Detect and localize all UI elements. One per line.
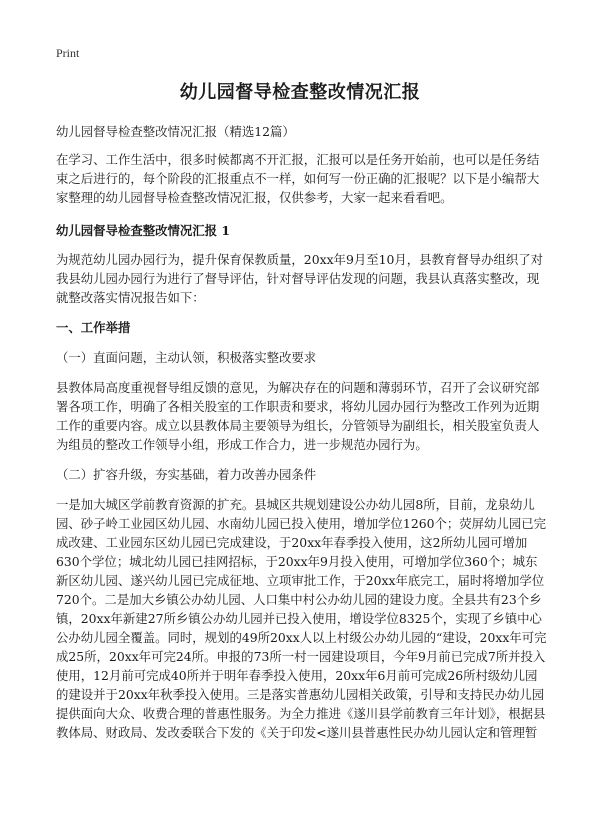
document-title: 幼儿园督导检查整改情况汇报: [179, 82, 421, 103]
print-label: Print: [56, 46, 80, 60]
subsection-paragraph-2: 一是加大城区学前教育资源的扩充。县城区共规划建设公办幼儿园8所，目前，龙泉幼儿园、砂子岭工业园区幼儿园、水南幼儿园已投入使用，增加学位1260个；荧屏幼儿园已完成改建、工业园东区幼儿园已完成建设，于20xx年春季投入使用，这2所幼儿园可增加630个学位；城北幼儿园已挂网招标，于20xx年9月投入使用，可增加学位360个；城东新区幼儿园、遂兴幼儿园已完成征地、立项审批工作，于20xx年底完工，届时将增加学位720个。二是加大乡镇公办幼儿园、人口集中村公办幼儿园的建设力度。全县共有23个乡镇，20xx年新建27所乡镇公办幼儿园并已投入使用，增设学位8325个，实现了乡镇中心公办幼儿园全覆盖。同时，规划的49所20xx人以上村级公办幼儿园的“建设，20xx年可完成25所，20xx年可完24所。申报的73所一村一园建设项目，今年9月前已完成7所并投入使用，12月前可完成40所并于明年春季投入使用，20xx年6月前可完成26所村级幼儿园的建设并于20xx年秋季投入使用。三是落实普惠幼儿园相关政策，引导和支持民办幼儿园提供面向大众、收费合理的普惠性服务。为全力推进《遂川县学前教育三年计划》，根据县教体局、财政局、发改委联合下发的《关于印发<遂川县普惠性民办幼儿园认定和管理暂: [56, 497, 547, 740]
document-subtitle: 幼儿园督导检查整改情况汇报（精选12篇）: [56, 124, 295, 139]
subsection-paragraph-1: 县教体局高度重视督导组反馈的意见，为解决存在的问题和薄弱环节，召开了会议研究部署各项工作，明确了各相关股室的工作职责和要求，将幼儿园办园行为整改工作列为近期工作的重要内容。成立以县教体局主要领导为组长，分管领导为副组长，相关股室负责人为组员的整改工作领导小组，形成工作合力，进一步规范办园行为。: [56, 380, 540, 452]
subsection-heading-2: （二）扩容升级，夯实基础，着力改善办园条件: [56, 467, 317, 482]
intro-paragraph: 在学习、工作生活中，很多时候都离不开汇报，汇报可以是任务开始前，也可以是任务结束之后进行的，每个阶段的汇报重点不一样，如何写一份正确的汇报呢？以下是小编帮大家整理的幼儿园督导检查整改情况汇报，仅供参考，大家一起来看看吧。: [56, 152, 540, 205]
document-body: [56, 122, 548, 753]
section-heading: 幼儿园督导检查整改情况汇报 1: [56, 223, 231, 238]
section-intro-paragraph: 为规范幼儿园办园行为，提升保育保教质量，20xx年9月至10月，县教育督导办组织了对我县幼儿园办园行为进行了督导评估，针对督导评估发现的问题，我县认真落实整改，现就整改落实情况报告如下：: [56, 252, 544, 305]
part-heading: 一、工作举措: [56, 320, 131, 335]
subsection-heading-1: （一）直面问题，主动认领，积极落实整改要求: [56, 350, 317, 365]
